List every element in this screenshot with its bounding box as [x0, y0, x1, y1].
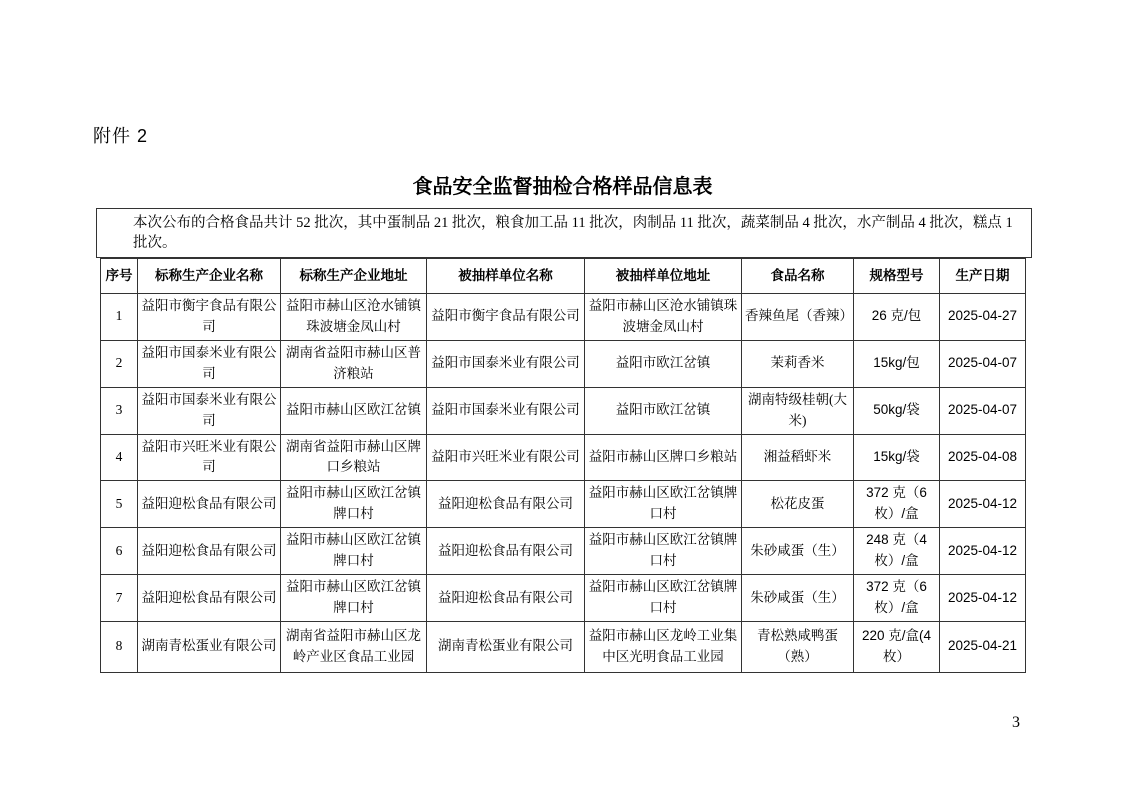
cell-producer-address: 益阳市赫山区沧水铺镇珠波塘金凤山村 [281, 294, 427, 341]
cell-food-name: 朱砂咸蛋（生） [742, 528, 854, 575]
cell-index: 7 [101, 575, 138, 622]
cell-sampled-unit-address: 益阳市赫山区龙岭工业集中区光明食品工业园 [585, 621, 742, 672]
cell-production-date: 2025-04-27 [940, 294, 1026, 341]
cell-index: 2 [101, 340, 138, 387]
cell-sampled-unit-name: 益阳迎松食品有限公司 [427, 528, 585, 575]
cell-producer-name: 益阳迎松食品有限公司 [138, 575, 281, 622]
cell-production-date: 2025-04-12 [940, 528, 1026, 575]
page-title: 食品安全监督抽检合格样品信息表 [412, 176, 713, 198]
cell-sampled-unit-name: 益阳市兴旺米业有限公司 [427, 434, 585, 481]
cell-spec: 15kg/包 [854, 340, 940, 387]
cell-production-date: 2025-04-12 [940, 481, 1026, 528]
column-header-sampled-unit-name: 被抽样单位名称 [427, 259, 585, 294]
summary-note-text: 本次公布的合格食品共计 52 批次，其中蛋制品 21 批次，粮食加工品 11 批次，肉制品 11 批次，蔬菜制品 4 批次，水产制品 4 批次，糕点 1 批次。 [133, 214, 1013, 251]
cell-food-name: 松花皮蛋 [742, 481, 854, 528]
table-row [101, 481, 1026, 528]
cell-index: 3 [101, 387, 138, 434]
cell-food-name: 湖南特级桂朝(大米) [742, 387, 854, 434]
cell-producer-name: 益阳迎松食品有限公司 [138, 481, 281, 528]
table-row [101, 294, 1026, 341]
cell-producer-name: 益阳市国泰米业有限公司 [138, 387, 281, 434]
cell-index: 4 [101, 434, 138, 481]
column-header-producer-name: 标称生产企业名称 [138, 259, 281, 294]
sample-info-table [100, 258, 1026, 673]
cell-food-name: 湘益稻虾米 [742, 434, 854, 481]
cell-sampled-unit-address: 益阳市赫山区欧江岔镇牌口村 [585, 575, 742, 622]
cell-spec: 372 克（6 枚）/盒 [854, 575, 940, 622]
cell-sampled-unit-address: 益阳市赫山区欧江岔镇牌口村 [585, 481, 742, 528]
page-number: 3 [1012, 714, 1020, 731]
table-row [101, 434, 1026, 481]
table-row [101, 340, 1026, 387]
cell-producer-address: 益阳市赫山区欧江岔镇牌口村 [281, 481, 427, 528]
cell-food-name: 青松熟咸鸭蛋（熟） [742, 621, 854, 672]
cell-spec: 220 克/盒(4 枚） [854, 621, 940, 672]
column-header-sampled-unit-address: 被抽样单位地址 [585, 259, 742, 294]
cell-sampled-unit-address: 益阳市赫山区沧水铺镇珠波塘金凤山村 [585, 294, 742, 341]
table-row [101, 387, 1026, 434]
cell-producer-address: 湖南省益阳市赫山区龙岭产业区食品工业园 [281, 621, 427, 672]
table-header-row [101, 259, 1026, 294]
cell-sampled-unit-name: 益阳市国泰米业有限公司 [427, 340, 585, 387]
cell-producer-address: 益阳市赫山区欧江岔镇 [281, 387, 427, 434]
cell-spec: 372 克（6 枚）/盒 [854, 481, 940, 528]
cell-production-date: 2025-04-08 [940, 434, 1026, 481]
cell-spec: 15kg/袋 [854, 434, 940, 481]
cell-food-name: 香辣鱼尾（香辣） [742, 294, 854, 341]
cell-food-name: 茉莉香米 [742, 340, 854, 387]
cell-sampled-unit-name: 益阳市国泰米业有限公司 [427, 387, 585, 434]
attachment-label: 附件 2 [93, 126, 149, 146]
cell-sampled-unit-name: 益阳市衡宇食品有限公司 [427, 294, 585, 341]
cell-production-date: 2025-04-21 [940, 621, 1026, 672]
column-header-food-name: 食品名称 [742, 259, 854, 294]
column-header-index: 序号 [101, 259, 138, 294]
cell-producer-name: 益阳市兴旺米业有限公司 [138, 434, 281, 481]
cell-producer-name: 湖南青松蛋业有限公司 [138, 621, 281, 672]
cell-production-date: 2025-04-07 [940, 340, 1026, 387]
cell-producer-address: 湖南省益阳市赫山区牌口乡粮站 [281, 434, 427, 481]
cell-producer-address: 益阳市赫山区欧江岔镇牌口村 [281, 575, 427, 622]
cell-food-name: 朱砂咸蛋（生） [742, 575, 854, 622]
cell-spec: 26 克/包 [854, 294, 940, 341]
cell-sampled-unit-address: 益阳市赫山区欧江岔镇牌口村 [585, 528, 742, 575]
cell-sampled-unit-name: 益阳迎松食品有限公司 [427, 575, 585, 622]
cell-spec: 50kg/袋 [854, 387, 940, 434]
table-row [101, 528, 1026, 575]
cell-production-date: 2025-04-07 [940, 387, 1026, 434]
column-header-producer-address: 标称生产企业地址 [281, 259, 427, 294]
cell-producer-name: 益阳市衡宇食品有限公司 [138, 294, 281, 341]
table-row [101, 575, 1026, 622]
cell-sampled-unit-name: 益阳迎松食品有限公司 [427, 481, 585, 528]
cell-production-date: 2025-04-12 [940, 575, 1026, 622]
cell-producer-name: 益阳市国泰米业有限公司 [138, 340, 281, 387]
cell-sampled-unit-address: 益阳市欧江岔镇 [585, 340, 742, 387]
cell-sampled-unit-address: 益阳市赫山区牌口乡粮站 [585, 434, 742, 481]
cell-index: 5 [101, 481, 138, 528]
column-header-spec: 规格型号 [854, 259, 940, 294]
cell-producer-address: 湖南省益阳市赫山区普济粮站 [281, 340, 427, 387]
cell-sampled-unit-name: 湖南青松蛋业有限公司 [427, 621, 585, 672]
column-header-production-date: 生产日期 [940, 259, 1026, 294]
cell-index: 1 [101, 294, 138, 341]
summary-note-box [96, 208, 1032, 258]
table-row [101, 621, 1026, 672]
cell-producer-name: 益阳迎松食品有限公司 [138, 528, 281, 575]
cell-sampled-unit-address: 益阳市欧江岔镇 [585, 387, 742, 434]
cell-producer-address: 益阳市赫山区欧江岔镇牌口村 [281, 528, 427, 575]
cell-index: 8 [101, 621, 138, 672]
cell-spec: 248 克（4 枚）/盒 [854, 528, 940, 575]
cell-index: 6 [101, 528, 138, 575]
